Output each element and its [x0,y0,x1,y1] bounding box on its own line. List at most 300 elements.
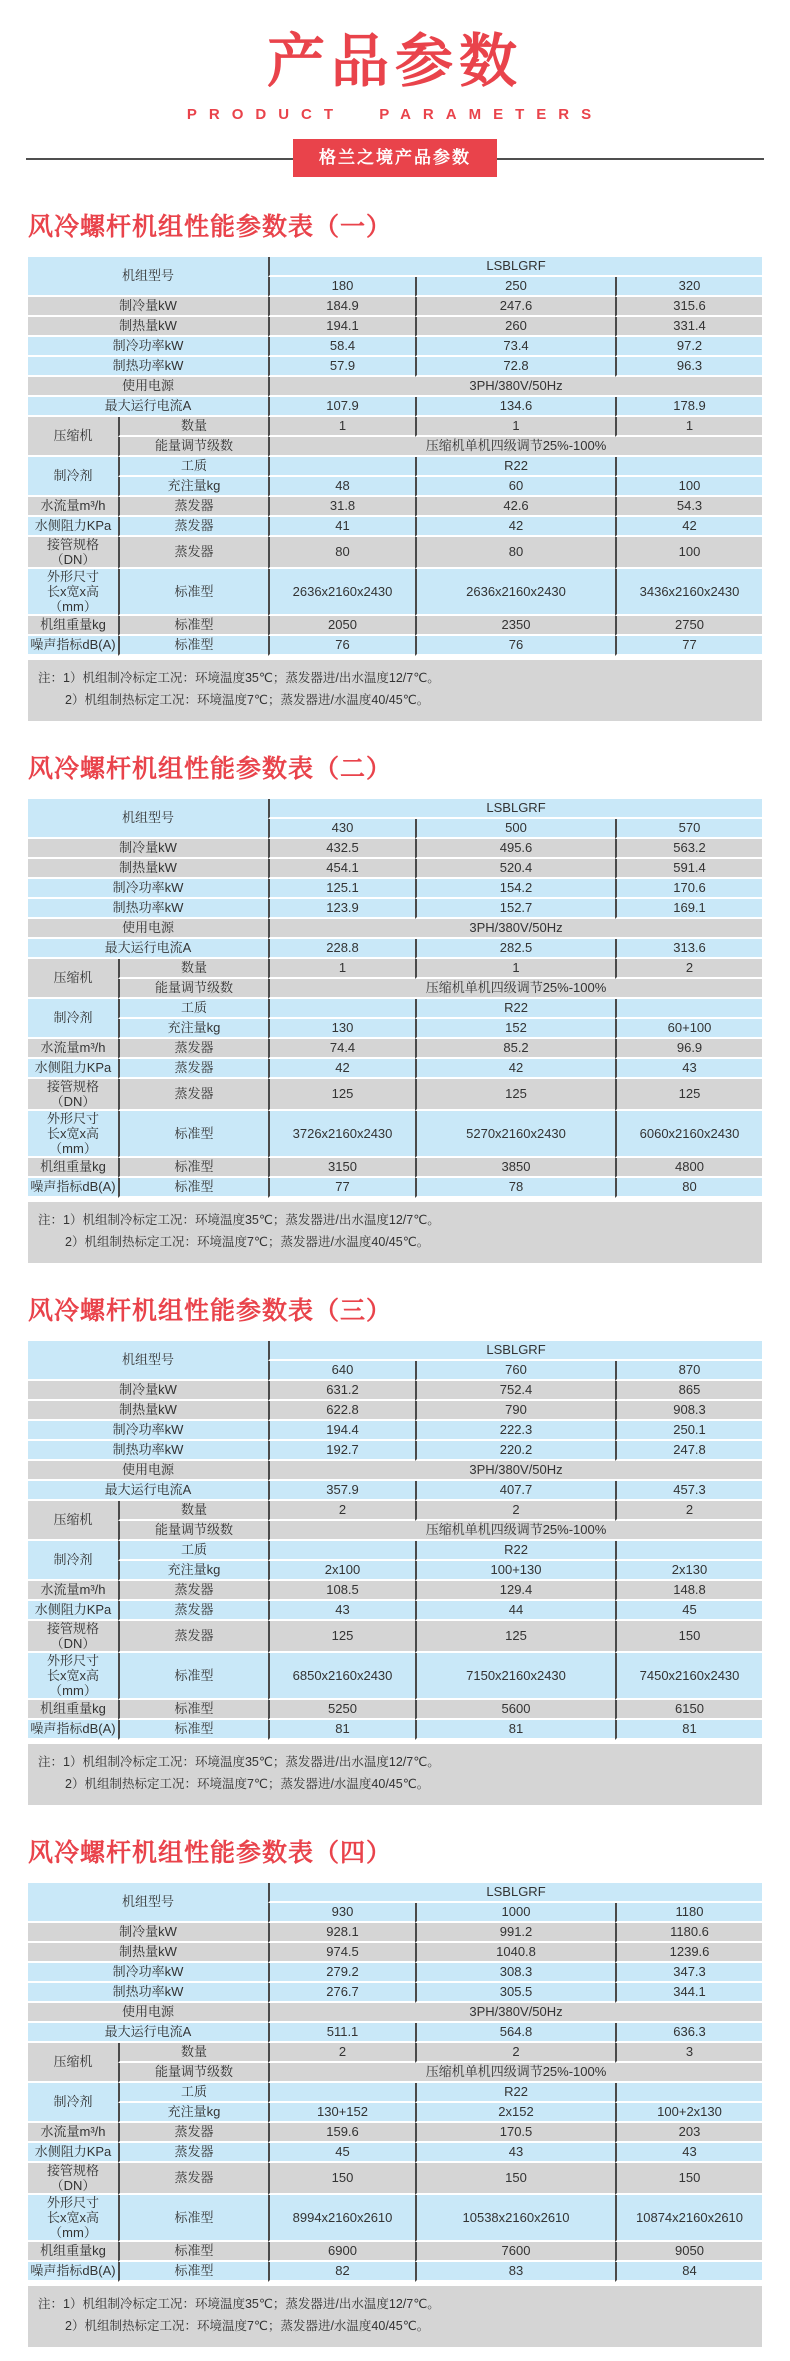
cell-value: 3150 [268,1158,415,1178]
row-sublabel: 标准型 [118,2242,268,2262]
row-label: 使用电源 [28,919,268,939]
cell-value: 42 [615,517,762,537]
cell-value: 7150x2160x2430 [415,1653,615,1700]
table-notes [28,1202,762,1263]
cell-value: 43 [615,2143,762,2163]
row-label: 制热量kW [28,859,268,879]
row-label: 最大运行电流A [28,1481,268,1501]
cell-value: 125 [615,1079,762,1111]
note-line-1: 注：1）机组制冷标定工况：环境温度35℃；蒸发器进/出水温度12/7℃。 [38,2296,440,2311]
row-label: 最大运行电流A [28,397,268,417]
cell-value: 100+130 [415,1561,615,1581]
row-sublabel: 工质 [118,999,268,1019]
cell-value: 100+2x130 [615,2103,762,2123]
note-line-2: 2）机组制热标定工况：环境温度7℃；蒸发器进/水温度40/45℃。 [65,1777,430,1792]
row-label-line: （mm） [49,2224,97,2240]
row-sublabel: 蒸发器 [118,1621,268,1653]
cell-empty [268,457,415,477]
cell-value: 41 [268,517,415,537]
cell-value: 107.9 [268,397,415,417]
row-label-line: （mm） [49,1682,97,1698]
cell-value-span: 3PH/380V/50Hz [268,377,762,397]
bottom-spacer [0,2347,790,2361]
cell-value: 54.3 [615,497,762,517]
cell-value: 72.8 [415,357,615,377]
cell-value: 1000 [415,1903,615,1923]
cell-value-span: 压缩机单机四级调节25%-100% [268,437,762,457]
row-sublabel: 标准型 [118,1653,268,1700]
cell-value: 2 [415,2043,615,2063]
cell-value: 3850 [415,1158,615,1178]
cell-value: 320 [615,277,762,297]
cell-value: 44 [415,1601,615,1621]
row-sublabel: 蒸发器 [118,517,268,537]
cell-value: 184.9 [268,297,415,317]
cell-value: 305.5 [415,1983,615,2003]
cell-value: 83 [415,2262,615,2282]
row-sublabel: 标准型 [118,636,268,656]
row-sublabel: 蒸发器 [118,1079,268,1111]
cell-value: 43 [268,1601,415,1621]
note-line-1: 注：1）机组制冷标定工况：环境温度35℃；蒸发器进/出水温度12/7℃。 [38,670,440,685]
cell-value: 96.9 [615,1039,762,1059]
row-sublabel: 蒸发器 [118,497,268,517]
group-label-refrigerant: 制冷剂 [28,1541,118,1581]
cell-value: 2350 [415,616,615,636]
cell-value: 125 [415,1621,615,1653]
cell-value: 1 [615,417,762,437]
row-label: 机组重量kg [28,616,118,636]
row-label-line: 外形尺寸 [46,2194,99,2210]
cell-value: 77 [615,636,762,656]
cell-value: 495.6 [415,839,615,859]
cell-value: 432.5 [268,839,415,859]
row-label-line: （DN） [50,2177,96,2193]
cell-value: 2750 [615,616,762,636]
cell-value: 45 [615,1601,762,1621]
row-label: 使用电源 [28,2003,268,2023]
row-label-model: 机组型号 [28,257,268,297]
cell-value: 3 [615,2043,762,2063]
cell-value: 752.4 [415,1381,615,1401]
cell-value: 60+100 [615,1019,762,1039]
spec-table-section [28,1291,762,1805]
row-sublabel: 蒸发器 [118,2143,268,2163]
note-line-2: 2）机组制热标定工况：环境温度7℃；蒸发器进/水温度40/45℃。 [65,2319,430,2334]
row-sublabel: 数量 [118,1501,268,1521]
cell-value: 622.8 [268,1401,415,1421]
cell-value: 520.4 [415,859,615,879]
cell-value: 6150 [615,1700,762,1720]
cell-value: 129.4 [415,1581,615,1601]
cell-value: 3436x2160x2430 [615,569,762,616]
cell-value: 991.2 [415,1923,615,1943]
cell-value: 77 [268,1178,415,1198]
cell-value: 150 [415,2163,615,2195]
row-label: 制冷量kW [28,839,268,859]
spec-table [28,799,762,1198]
cell-value: 430 [268,819,415,839]
row-label-line: （DN） [50,551,96,567]
cell-value: 357.9 [268,1481,415,1501]
row-label-line: 长x宽x高 [46,2209,99,2225]
cell-empty [615,2083,762,2103]
cell-value: 228.8 [268,939,415,959]
cell-value: 1 [415,959,615,979]
row-sublabel: 工质 [118,457,268,477]
cell-value: 43 [415,2143,615,2163]
cell-value: 42 [415,1059,615,1079]
row-sublabel: 蒸发器 [118,1601,268,1621]
row-label: 水侧阻力KPa [28,517,118,537]
row-label: 水侧阻力KPa [28,1059,118,1079]
cell-value: 154.2 [415,879,615,899]
row-label-line: 外形尺寸 [46,1652,99,1668]
row-sublabel: 标准型 [118,1700,268,1720]
row-label: 制冷功率kW [28,1963,268,1983]
cell-empty [268,2083,415,2103]
row-label-line: （mm） [49,598,97,614]
cell-value: 60 [415,477,615,497]
cell-value: 80 [268,537,415,569]
row-label: 水流量m³/h [28,1039,118,1059]
row-sublabel: 能量调节级数 [118,979,268,999]
cell-value: 870 [615,1361,762,1381]
cell-value: 250 [415,277,615,297]
cell-value: 1180 [615,1903,762,1923]
row-label: 制冷功率kW [28,337,268,357]
cell-value: 180 [268,277,415,297]
brand-cell: LSBLGRF [268,1883,762,1903]
row-sublabel: 标准型 [118,2195,268,2242]
cell-value: 457.3 [615,1481,762,1501]
cell-value: 58.4 [268,337,415,357]
cell-value: 591.4 [615,859,762,879]
cell-value: 134.6 [415,397,615,417]
row-sublabel: 蒸发器 [118,2163,268,2195]
cell-value: 636.3 [615,2023,762,2043]
cell-value: 152.7 [415,899,615,919]
cell-value: 9050 [615,2242,762,2262]
row-label: 水流量m³/h [28,2123,118,2143]
cell-value: 331.4 [615,317,762,337]
cell-value: 2636x2160x2430 [415,569,615,616]
cell-value: 150 [268,2163,415,2195]
row-label: 制热功率kW [28,1441,268,1461]
cell-value: 108.5 [268,1581,415,1601]
cell-value: 247.6 [415,297,615,317]
row-label: 噪声指标dB(A) [28,1178,118,1198]
cell-value: 760 [415,1361,615,1381]
row-label-dimensions [28,1111,118,1158]
section-title: 风冷螺杆机组性能参数表（一） [28,212,393,241]
cell-empty [268,1541,415,1561]
row-sublabel: 标准型 [118,1111,268,1158]
page-subtitle: PRODUCT PARAMETERS [186,105,604,123]
brand-cell: LSBLGRF [268,1341,762,1361]
cell-value: 194.1 [268,317,415,337]
cell-value: 169.1 [615,899,762,919]
cell-value: 2 [615,1501,762,1521]
row-label: 最大运行电流A [28,2023,268,2043]
cell-value: 80 [415,537,615,569]
cell-value: 282.5 [415,939,615,959]
row-sublabel: 工质 [118,1541,268,1561]
cell-value: 308.3 [415,1963,615,1983]
row-sublabel: 标准型 [118,2262,268,2282]
table-notes [28,1744,762,1805]
row-label: 机组重量kg [28,1700,118,1720]
cell-value: 78 [415,1178,615,1198]
note-line-2: 2）机组制热标定工况：环境温度7℃；蒸发器进/水温度40/45℃。 [65,693,430,708]
cell-value: 97.2 [615,337,762,357]
cell-value: 81 [615,1720,762,1740]
cell-value: 123.9 [268,899,415,919]
cell-value: 96.3 [615,357,762,377]
row-label-pipe-spec [28,1621,118,1653]
cell-value: 74.4 [268,1039,415,1059]
row-label: 制热量kW [28,317,268,337]
cell-value: 563.2 [615,839,762,859]
brand-cell: LSBLGRF [268,257,762,277]
row-label: 水侧阻力KPa [28,1601,118,1621]
cell-value: 347.3 [615,1963,762,1983]
cell-value: 5250 [268,1700,415,1720]
cell-empty [615,1541,762,1561]
row-sublabel: 充注量kg [118,2103,268,2123]
row-label-pipe-spec [28,537,118,569]
cell-value: 8994x2160x2610 [268,2195,415,2242]
cell-value: 82 [268,2262,415,2282]
cell-value: 100 [615,477,762,497]
row-sublabel: 数量 [118,959,268,979]
cell-value: 194.4 [268,1421,415,1441]
table-notes [28,2286,762,2347]
row-label-dimensions [28,569,118,616]
cell-value: 1239.6 [615,1943,762,1963]
group-label-compressor: 压缩机 [28,417,118,457]
cell-empty [615,999,762,1019]
cell-value: 2x100 [268,1561,415,1581]
cell-value: 2 [268,1501,415,1521]
row-label-dimensions [28,1653,118,1700]
section-title: 风冷螺杆机组性能参数表（四） [28,1838,393,1867]
row-label-line: （mm） [49,1140,97,1156]
row-label: 噪声指标dB(A) [28,1720,118,1740]
row-sublabel: 能量调节级数 [118,1521,268,1541]
cell-value: 1180.6 [615,1923,762,1943]
cell-value: 42.6 [415,497,615,517]
cell-value: 43 [615,1059,762,1079]
row-sublabel: 标准型 [118,1720,268,1740]
row-label: 制冷功率kW [28,1421,268,1441]
cell-value: 10874x2160x2610 [615,2195,762,2242]
row-label: 水流量m³/h [28,1581,118,1601]
cell-value: 192.7 [268,1441,415,1461]
cell-value: 344.1 [615,1983,762,2003]
row-sublabel: 蒸发器 [118,537,268,569]
cell-value-span: 压缩机单机四级调节25%-100% [268,1521,762,1541]
cell-value: 76 [415,636,615,656]
cell-value: 640 [268,1361,415,1381]
cell-value: 6060x2160x2430 [615,1111,762,1158]
group-label-compressor: 压缩机 [28,1501,118,1541]
spec-table-section [28,749,762,1263]
cell-value: 42 [415,517,615,537]
spec-table [28,257,762,656]
cell-value: 1040.8 [415,1943,615,1963]
row-sublabel: 蒸发器 [118,1039,268,1059]
row-label: 制冷量kW [28,1381,268,1401]
cell-value: 81 [268,1720,415,1740]
cell-value: 170.5 [415,2123,615,2143]
cell-value: 908.3 [615,1401,762,1421]
cell-value: 152 [415,1019,615,1039]
cell-value: 4800 [615,1158,762,1178]
cell-value: 125 [268,1621,415,1653]
group-label-compressor: 压缩机 [28,959,118,999]
row-label: 制冷量kW [28,1923,268,1943]
row-label: 使用电源 [28,377,268,397]
section-title: 风冷螺杆机组性能参数表（三） [28,1296,393,1325]
section-title: 风冷螺杆机组性能参数表（二） [28,754,393,783]
cell-value: 80 [615,1178,762,1198]
cell-value: R22 [415,1541,615,1561]
cell-value: 130 [268,1019,415,1039]
row-label-line: 长x宽x高 [46,1125,99,1141]
cell-value: 2x152 [415,2103,615,2123]
cell-value: 125.1 [268,879,415,899]
spec-table-section [28,207,762,721]
cell-value: 865 [615,1381,762,1401]
row-sublabel: 蒸发器 [118,1059,268,1079]
cell-value: 313.6 [615,939,762,959]
cell-value: 100 [615,537,762,569]
cell-value: 279.2 [268,1963,415,1983]
row-sublabel: 蒸发器 [118,2123,268,2143]
cell-value: 276.7 [268,1983,415,2003]
spec-table-section [28,1833,762,2347]
cell-value: 6850x2160x2430 [268,1653,415,1700]
row-label: 制热功率kW [28,357,268,377]
cell-value-span: 3PH/380V/50Hz [268,1461,762,1481]
cell-value: 10538x2160x2610 [415,2195,615,2242]
row-sublabel: 充注量kg [118,1561,268,1581]
row-label: 最大运行电流A [28,939,268,959]
cell-value: 150 [615,2163,762,2195]
cell-value: 1 [268,417,415,437]
cell-value: 2x130 [615,1561,762,1581]
cell-value: 1 [268,959,415,979]
row-sublabel: 充注量kg [118,1019,268,1039]
cell-value: 6900 [268,2242,415,2262]
row-label-model: 机组型号 [28,1341,268,1381]
row-sublabel: 标准型 [118,616,268,636]
cell-value: 5600 [415,1700,615,1720]
cell-value: 178.9 [615,397,762,417]
cell-value: R22 [415,999,615,1019]
row-label-line: 长x宽x高 [46,1667,99,1683]
cell-value: 130+152 [268,2103,415,2123]
row-label: 制热功率kW [28,899,268,919]
group-label-refrigerant: 制冷剂 [28,457,118,497]
cell-value: 81 [415,1720,615,1740]
cell-value: 7450x2160x2430 [615,1653,762,1700]
cell-value: 85.2 [415,1039,615,1059]
cell-value: 57.9 [268,357,415,377]
cell-value: 7600 [415,2242,615,2262]
cell-value: 159.6 [268,2123,415,2143]
row-sublabel: 工质 [118,2083,268,2103]
cell-empty [615,457,762,477]
spec-table [28,1883,762,2282]
row-label: 制冷功率kW [28,879,268,899]
group-label-compressor: 压缩机 [28,2043,118,2083]
cell-value: 260 [415,317,615,337]
brand-cell: LSBLGRF [268,799,762,819]
row-sublabel: 标准型 [118,1158,268,1178]
cell-value: 170.6 [615,879,762,899]
cell-value: 1 [415,417,615,437]
row-label-line: 接管规格 [46,1620,99,1636]
cell-value: R22 [415,2083,615,2103]
row-label: 制热量kW [28,1943,268,1963]
cell-value: 928.1 [268,1923,415,1943]
cell-value: 570 [615,819,762,839]
page-header [0,0,790,179]
row-sublabel: 能量调节级数 [118,437,268,457]
row-sublabel: 充注量kg [118,477,268,497]
cell-value: 500 [415,819,615,839]
row-label-line: 接管规格 [46,1078,99,1094]
cell-value: 454.1 [268,859,415,879]
row-label-line: 接管规格 [46,536,99,552]
row-sublabel: 标准型 [118,569,268,616]
note-line-1: 注：1）机组制冷标定工况：环境温度35℃；蒸发器进/出水温度12/7℃。 [38,1754,440,1769]
row-label: 机组重量kg [28,2242,118,2262]
table-notes [28,660,762,721]
row-label: 水侧阻力KPa [28,2143,118,2163]
row-sublabel: 标准型 [118,1178,268,1198]
spec-sections [0,207,790,2347]
cell-value-span: 3PH/380V/50Hz [268,919,762,939]
row-label-pipe-spec [28,1079,118,1111]
cell-value: 73.4 [415,337,615,357]
cell-value: 2 [615,959,762,979]
cell-value: 974.5 [268,1943,415,1963]
note-line-1: 注：1）机组制冷标定工况：环境温度35℃；蒸发器进/出水温度12/7℃。 [38,1212,440,1227]
cell-empty [268,999,415,1019]
cell-value: 45 [268,2143,415,2163]
cell-value: 125 [268,1079,415,1111]
cell-value: 48 [268,477,415,497]
cell-value: 5270x2160x2430 [415,1111,615,1158]
row-label-line: 长x宽x高 [46,583,99,599]
row-label-model: 机组型号 [28,1883,268,1923]
row-label: 制热功率kW [28,1983,268,2003]
cell-value: 76 [268,636,415,656]
cell-value: 3726x2160x2430 [268,1111,415,1158]
cell-value: 84 [615,2262,762,2282]
cell-value: R22 [415,457,615,477]
cell-value: 2050 [268,616,415,636]
row-sublabel: 数量 [118,417,268,437]
cell-value: 407.7 [415,1481,615,1501]
cell-value: 315.6 [615,297,762,317]
cell-value: 31.8 [268,497,415,517]
cell-value: 790 [415,1401,615,1421]
row-label-pipe-spec [28,2163,118,2195]
